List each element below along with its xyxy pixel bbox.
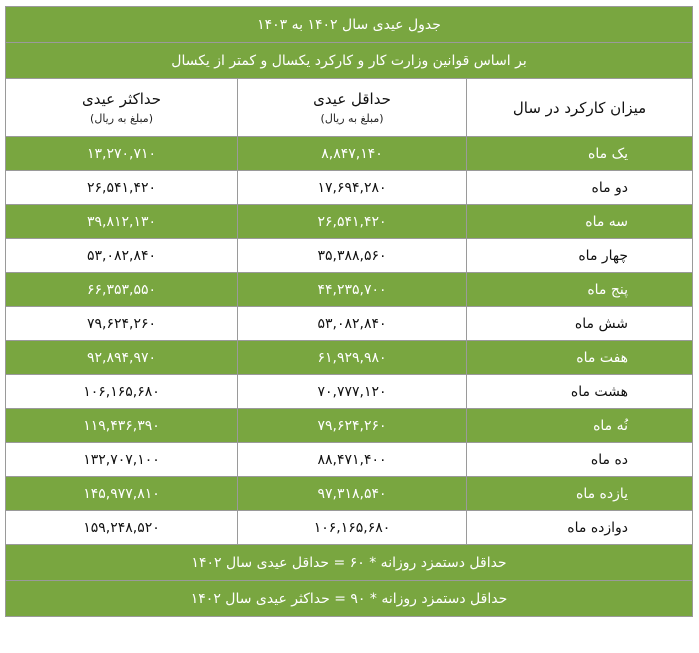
duration-cell: دو ماه: [467, 171, 693, 205]
max-eidi-cell: ۱۱۹,۴۳۶,۳۹۰: [6, 409, 238, 443]
eidi-table: [5, 6, 693, 617]
duration-cell: سه ماه: [467, 205, 693, 239]
footer-row-max: [6, 581, 693, 617]
min-eidi-cell: ۸۸,۴۷۱,۴۰۰: [238, 443, 467, 477]
table-row: [6, 375, 693, 409]
table-row: [6, 511, 693, 545]
min-eidi-cell: ۱۷,۶۹۴,۲۸۰: [238, 171, 467, 205]
header-duration-label: میزان کارکرد در سال: [512, 98, 647, 117]
min-eidi-cell: ۲۶,۵۴۱,۴۲۰: [238, 205, 467, 239]
eidi-table-container: [5, 6, 692, 617]
duration-cell: شش ماه: [467, 307, 693, 341]
min-eidi-cell: ۹۷,۳۱۸,۵۴۰: [238, 477, 467, 511]
min-eidi-cell: ۴۴,۲۳۵,۷۰۰: [238, 273, 467, 307]
duration-cell: هفت ماه: [467, 341, 693, 375]
duration-cell: دوازده ماه: [467, 511, 693, 545]
max-eidi-cell: ۳۹,۸۱۲,۱۳۰: [6, 205, 238, 239]
title-row: [6, 7, 693, 43]
table-row: [6, 477, 693, 511]
min-eidi-cell: ۵۳,۰۸۲,۸۴۰: [238, 307, 467, 341]
header-max: [6, 79, 238, 137]
table-row: [6, 171, 693, 205]
header-duration: [467, 79, 693, 137]
table-subtitle: بر اساس قوانین وزارت کار و کارکرد یکسال و کمتر از یکسال: [6, 43, 693, 79]
min-eidi-cell: ۱۰۶,۱۶۵,۶۸۰: [238, 511, 467, 545]
header-min-unit: (مبلغ به ریال): [320, 112, 384, 125]
header-max-unit: (مبلغ به ریال): [90, 112, 153, 125]
table-row: [6, 239, 693, 273]
table-row: [6, 137, 693, 171]
header-max-label: حداکثر عیدی: [81, 90, 162, 108]
max-eidi-cell: ۱۳,۲۷۰,۷۱۰: [6, 137, 238, 171]
max-eidi-cell: ۷۹,۶۲۴,۲۶۰: [6, 307, 238, 341]
table-row: [6, 409, 693, 443]
min-eidi-cell: ۷۹,۶۲۴,۲۶۰: [238, 409, 467, 443]
header-min: [238, 79, 467, 137]
duration-cell: پنج ماه: [467, 273, 693, 307]
table-title: جدول عیدی سال ۱۴۰۲ به ۱۴۰۳: [6, 7, 693, 43]
header-row: [6, 79, 693, 137]
min-eidi-cell: ۷۰,۷۷۷,۱۲۰: [238, 375, 467, 409]
table-body: [6, 7, 693, 617]
min-eidi-cell: ۶۱,۹۲۹,۹۸۰: [238, 341, 467, 375]
footer-max-formula: حداقل دستمزد روزانه * ۹۰ = حداکثر عیدی سال ۱۴۰۲: [6, 581, 693, 617]
footer-min-formula: حداقل دستمزد روزانه * ۶۰ = حداقل عیدی سال ۱۴۰۲: [6, 545, 693, 581]
max-eidi-cell: ۱۳۲,۷۰۷,۱۰۰: [6, 443, 238, 477]
max-eidi-cell: ۱۴۵,۹۷۷,۸۱۰: [6, 477, 238, 511]
table-row: [6, 443, 693, 477]
header-min-label: حداقل عیدی: [313, 90, 391, 108]
min-eidi-cell: ۳۵,۳۸۸,۵۶۰: [238, 239, 467, 273]
max-eidi-cell: ۲۶,۵۴۱,۴۲۰: [6, 171, 238, 205]
duration-cell: هشت ماه: [467, 375, 693, 409]
duration-cell: ده ماه: [467, 443, 693, 477]
table-row: [6, 205, 693, 239]
duration-cell: نُه ماه: [467, 409, 693, 443]
duration-cell: چهار ماه: [467, 239, 693, 273]
max-eidi-cell: ۵۳,۰۸۲,۸۴۰: [6, 239, 238, 273]
table-row: [6, 307, 693, 341]
max-eidi-cell: ۱۰۶,۱۶۵,۶۸۰: [6, 375, 238, 409]
subtitle-row: [6, 43, 693, 79]
table-row: [6, 341, 693, 375]
min-eidi-cell: ۸,۸۴۷,۱۴۰: [238, 137, 467, 171]
table-row: [6, 273, 693, 307]
duration-cell: یازده ماه: [467, 477, 693, 511]
max-eidi-cell: ۹۲,۸۹۴,۹۷۰: [6, 341, 238, 375]
footer-row-min: [6, 545, 693, 581]
duration-cell: یک ماه: [467, 137, 693, 171]
max-eidi-cell: ۱۵۹,۲۴۸,۵۲۰: [6, 511, 238, 545]
max-eidi-cell: ۶۶,۳۵۳,۵۵۰: [6, 273, 238, 307]
